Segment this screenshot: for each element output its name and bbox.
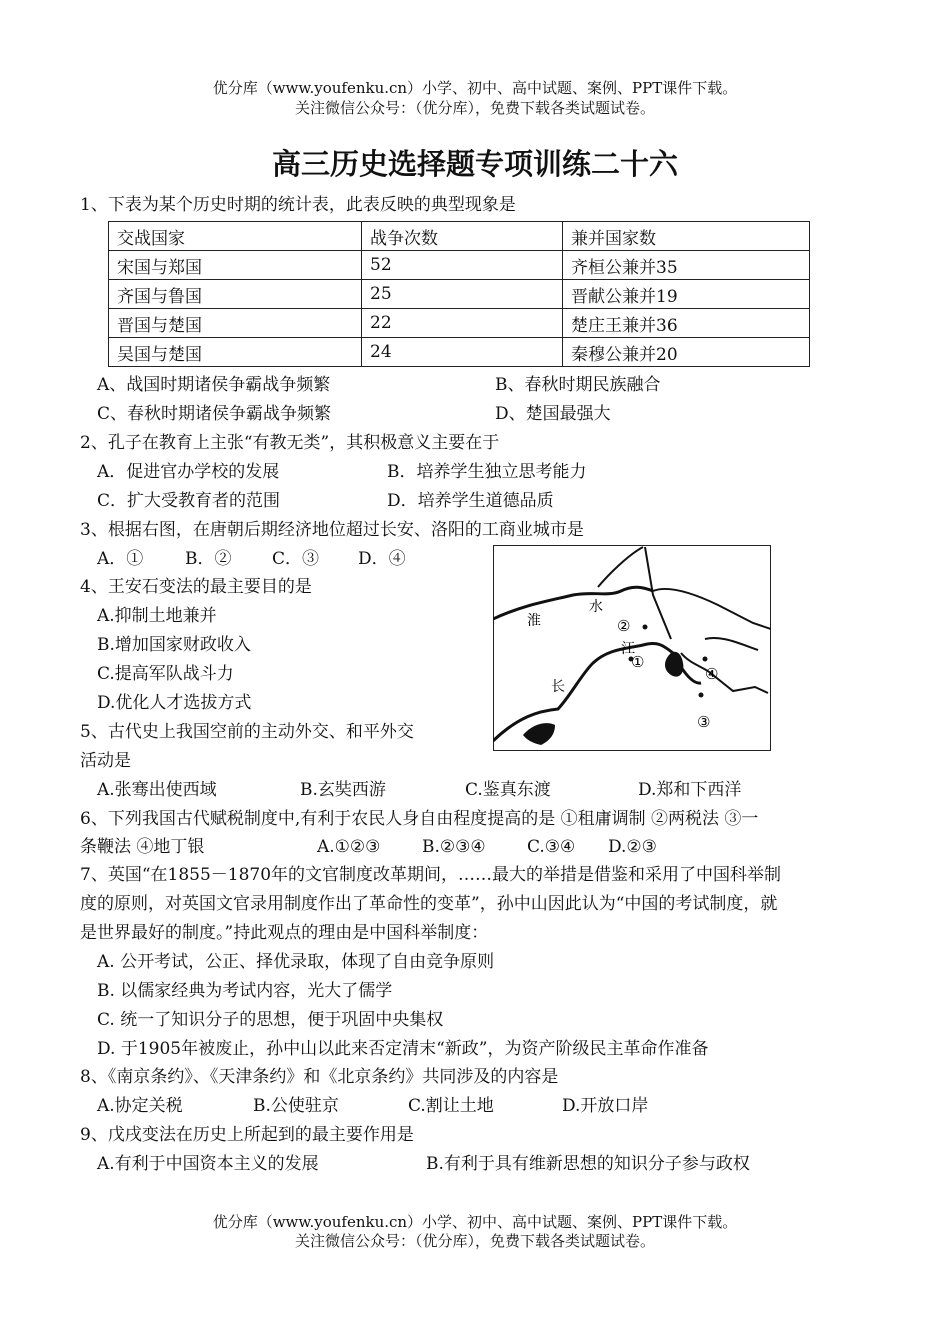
question-9-option-a: A.有利于中国资本主义的发展 (97, 1154, 319, 1174)
question-2-option-b: B．培养学生独立思考能力 (387, 462, 587, 482)
question-1-option-a: A、战国时期诸侯争霸战争频繁 (97, 375, 331, 395)
question-1-stem: 1、下表为某个历史时期的统计表，此表反映的典型现象是 (80, 195, 516, 215)
question-1-option-d: D、楚国最强大 (495, 404, 611, 424)
question-7-option-b: B. 以儒家经典为考试内容，光大了儒学 (97, 981, 393, 1001)
yangtze-huai-river-map (493, 545, 771, 751)
question-6-stem-line-1: 6、下列我国古代赋税制度中,有利于农民人身自由程度提高的是 ①租庸调制 ②两税法 ③一 (80, 809, 759, 829)
question-6-option-c: C.③④ (527, 837, 576, 857)
question-4-option-b: B.增加国家财政收入 (97, 635, 251, 655)
table-cell: 25 (362, 280, 563, 309)
statistics-table (108, 221, 810, 367)
table-cell: 宋国与郑国 (109, 251, 362, 280)
question-5-option-d: D.郑和下西洋 (638, 780, 742, 800)
table-row (109, 338, 810, 367)
table-cell: 齐桓公兼并35 (563, 251, 810, 280)
question-3-option-c: C．③ (272, 549, 320, 569)
city-2-dot (643, 625, 648, 630)
question-6-option-d: D.②③ (608, 837, 657, 857)
footer-line-2: 关注微信公众号：（优分库），免费下载各类试题试卷。 (294, 1232, 655, 1250)
table-header-cell: 战争次数 (362, 222, 563, 251)
question-3-option-a: A．① (97, 549, 144, 569)
question-7-stem-line-1: 7、英国“在1855－1870年的文官制度改革期间，……最大的举措是借鉴和采用了中国科举制 (80, 865, 782, 885)
page-title: 高三历史选择题专项训练二十六 (271, 147, 678, 181)
table-row (109, 309, 810, 338)
question-6-option-b: B.②③④ (422, 837, 486, 857)
map-label-chang: 长 (551, 679, 565, 695)
question-5-option-a: A.张骞出使西域 (97, 780, 217, 800)
table-header-row (109, 222, 810, 251)
map-label-3: ③ (697, 713, 711, 731)
map-label-shui: 水 (589, 599, 603, 615)
question-5-option-c: C.鉴真东渡 (465, 780, 551, 800)
question-8-option-c: C.割让土地 (408, 1096, 494, 1116)
question-2-option-c: C．扩大受教育者的范围 (97, 491, 281, 511)
map-label-2: ② (617, 617, 631, 635)
table-cell: 齐国与鲁国 (109, 280, 362, 309)
question-6-stem-line-2: 条鞭法 ④地丁银 (80, 837, 205, 857)
question-2-stem: 2、孔子在教育上主张“有教无类”，其积极意义主要在于 (80, 433, 500, 453)
question-4-option-a: A.抑制土地兼并 (97, 606, 217, 626)
footer-line-1: 优分库（www.youfenku.cn）小学、初中、高中试题、案例、PPT课件下载。 (212, 1213, 738, 1231)
table-cell: 吴国与楚国 (109, 338, 362, 367)
question-4-stem: 4、王安石变法的最主要目的是 (80, 577, 312, 597)
question-9-stem: 9、戊戌变法在历史上所起到的最主要作用是 (80, 1125, 414, 1145)
question-8-stem: 8、《南京条约》、《天津条约》和《北京条约》共同涉及的内容是 (80, 1067, 559, 1087)
question-8-option-a: A.协定关税 (97, 1096, 183, 1116)
question-9-option-b: B.有利于具有维新思想的知识分子参与政权 (426, 1154, 750, 1174)
question-8-option-b: B.公使驻京 (253, 1096, 339, 1116)
question-7-option-d: D. 于1905年被废止，孙中山以此来否定清末“新政”，为资产阶级民主革命作准备 (97, 1039, 709, 1059)
question-1-option-b: B、春秋时期民族融合 (495, 375, 661, 395)
question-7-option-a: A. 公开考试，公正、择优录取，体现了自由竞争原则 (97, 952, 495, 972)
table-cell: 秦穆公兼并20 (563, 338, 810, 367)
question-5-option-b: B.玄奘西游 (300, 780, 386, 800)
question-7-stem-line-2: 度的原则，对英国文官录用制度作出了革命性的变革”，孙中山因此认为“中国的考试制度，就 (80, 894, 778, 914)
city-4-dot (703, 657, 708, 662)
question-2-option-d: D．培养学生道德品质 (387, 491, 554, 511)
table-cell: 楚庄王兼并36 (563, 309, 810, 338)
header-line-1: 优分库（www.youfenku.cn）小学、初中、高中试题、案例、PPT课件下载。 (212, 79, 738, 97)
question-4-option-c: C.提高军队战斗力 (97, 664, 234, 684)
question-3-option-d: D．④ (358, 549, 406, 569)
question-4-option-d: D.优化人才选拔方式 (97, 693, 252, 713)
header-line-2: 关注微信公众号：（优分库），免费下载各类试题试卷。 (294, 99, 655, 117)
table-cell: 24 (362, 338, 563, 367)
map-label-jiang: 江 (621, 641, 635, 657)
map-label-4: ④ (705, 665, 719, 683)
question-5-stem-line-1: 5、古代史上我国空前的主动外交、和平外交 (80, 722, 414, 742)
question-7-stem-line-3: 是世界最好的制度。”持此观点的理由是中国科举制度： (80, 923, 489, 943)
table-cell: 52 (362, 251, 563, 280)
question-3-option-b: B．② (185, 549, 232, 569)
table-cell: 晋国与楚国 (109, 309, 362, 338)
question-6-option-a: A.①②③ (317, 837, 381, 857)
city-3-dot (699, 693, 704, 698)
question-3-stem: 3、根据右图，在唐朝后期经济地位超过长安、洛阳的工商业城市是 (80, 520, 584, 540)
table-header-cell: 交战国家 (109, 222, 362, 251)
question-7-option-c: C. 统一了知识分子的思想，便于巩固中央集权 (97, 1010, 444, 1030)
table-row (109, 280, 810, 309)
map-label-huai: 淮 (527, 613, 541, 629)
question-8-option-d: D.开放口岸 (562, 1096, 649, 1116)
table-header-cell: 兼并国家数 (563, 222, 810, 251)
table-cell: 晋献公兼并19 (563, 280, 810, 309)
map-label-1: ① (631, 653, 645, 671)
question-1-option-c: C、春秋时期诸侯争霸战争频繁 (97, 404, 332, 424)
table-row (109, 251, 810, 280)
question-2-option-a: A．促进官办学校的发展 (97, 462, 280, 482)
question-5-stem-line-2: 活动是 (80, 751, 131, 771)
table-cell: 22 (362, 309, 563, 338)
